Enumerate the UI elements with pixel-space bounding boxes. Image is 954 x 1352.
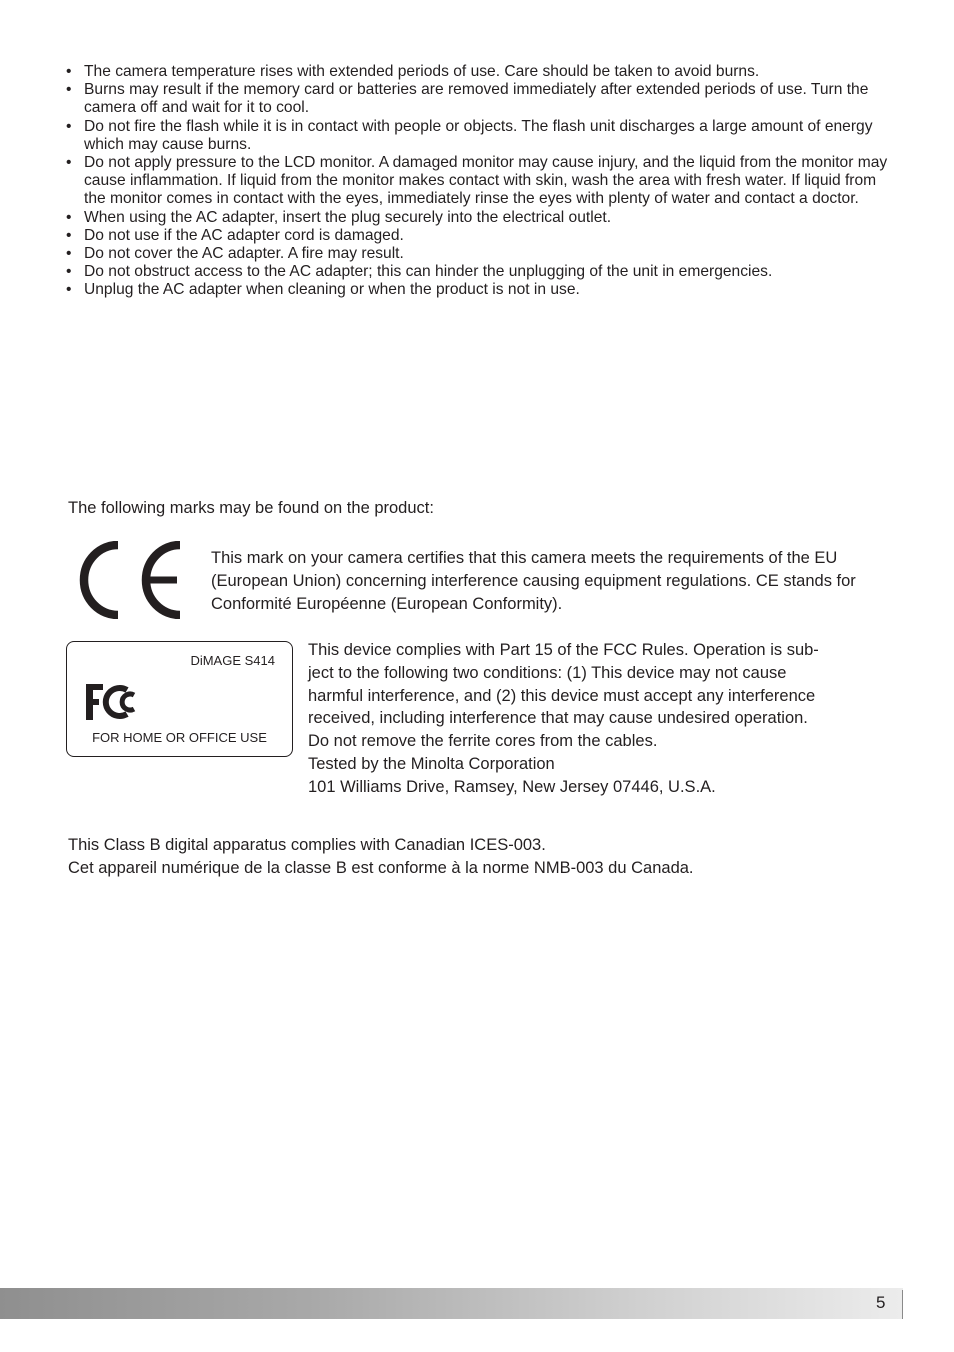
warning-item: [66, 154, 896, 209]
warning-text: Unplug the AC adapter when cleaning or when the product is not in use.: [84, 281, 580, 299]
bullet: •: [66, 245, 72, 263]
ce-mark-icon: [72, 541, 184, 619]
footer-bar: [0, 1288, 903, 1319]
bullet: •: [66, 263, 72, 281]
footer-divider: [902, 1290, 903, 1319]
warning-item: [66, 81, 896, 117]
bullet: •: [66, 208, 72, 226]
warning-text: Burns may result if the memory card or batteries are removed immediately after extended periods of use. Turn the camera off and wait for it to cool.: [84, 81, 869, 117]
fcc-line: 101 Williams Drive, Ramsey, New Jersey 07446, U.S.A.: [308, 777, 716, 796]
warning-text: Do not cover the AC adapter. A fire may result.: [84, 245, 404, 263]
warning-text: Do not apply pressure to the LCD monitor. A damaged monitor may cause injury, and the liquid from the monitor may cause inflammation. If liquid from the monitor makes contact with skin, wash the area with fresh water. If liquid from the monitor comes in contact with the eyes, immediately rinse the eyes with plenty of water and contact a doctor.: [84, 154, 888, 208]
warning-item: [66, 209, 896, 227]
warning-text: Do not use if the AC adapter cord is damaged.: [84, 226, 404, 244]
fcc-label: [66, 641, 293, 757]
warning-item: [66, 245, 896, 263]
fcc-logo-icon: [84, 682, 138, 722]
ce-description: This mark on your camera certifies that this camera meets the requirements of the EU (European Union) concerning interference causing equipment regulations. CE stands for Conformité Européenne (European Conformity).: [211, 549, 856, 613]
fcc-line: received, including interference that may cause undesired operation.: [308, 709, 808, 728]
canada-compliance: [68, 834, 694, 880]
fcc-usage-label: FOR HOME OR OFFICE USE: [92, 730, 267, 745]
fcc-line: Do not remove the ferrite cores from the cables.: [308, 732, 658, 751]
fcc-line: This device complies with Part 15 of the FCC Rules. Operation is sub-: [308, 641, 819, 659]
bullet: •: [66, 117, 72, 135]
bullet: •: [66, 281, 72, 299]
canada-english: This Class B digital apparatus complies with Canadian ICES-003.: [68, 836, 546, 854]
page-number: 5: [876, 1293, 886, 1312]
canada-french: Cet appareil numérique de la classe B est conforme à la norme NMB-003 du Canada.: [68, 859, 694, 877]
warning-item: [66, 263, 896, 281]
warning-text: The camera temperature rises with extended periods of use. Care should be taken to avoid burns.: [84, 63, 760, 80]
bullet: •: [66, 154, 72, 172]
fcc-line: ject to the following two conditions: (1) This device may not cause: [308, 663, 787, 682]
fcc-statement: [308, 639, 893, 799]
warning-text: When using the AC adapter, insert the plug securely into the electrical outlet.: [84, 208, 612, 226]
fcc-line: harmful interference, and (2) this device must accept any interference: [308, 686, 816, 705]
warning-item: [66, 118, 896, 154]
marks-intro: The following marks may be found on the product:: [68, 499, 434, 517]
bullet: •: [66, 63, 72, 80]
bullet: •: [66, 81, 72, 99]
warning-item: [66, 63, 896, 81]
safety-warnings-list: [66, 63, 896, 300]
warning-item: [66, 227, 896, 245]
bullet: •: [66, 226, 72, 244]
warning-text: Do not obstruct access to the AC adapter; this can hinder the unplugging of the unit in emergencies.: [84, 263, 773, 281]
warning-item: [66, 281, 896, 299]
fcc-line: Tested by the Minolta Corporation: [308, 754, 555, 773]
warning-text: Do not fire the flash while it is in contact with people or objects. The flash unit discharges a large amount of energy which may cause burns.: [84, 117, 873, 153]
fcc-model-name: DiMAGE S414: [190, 653, 275, 668]
